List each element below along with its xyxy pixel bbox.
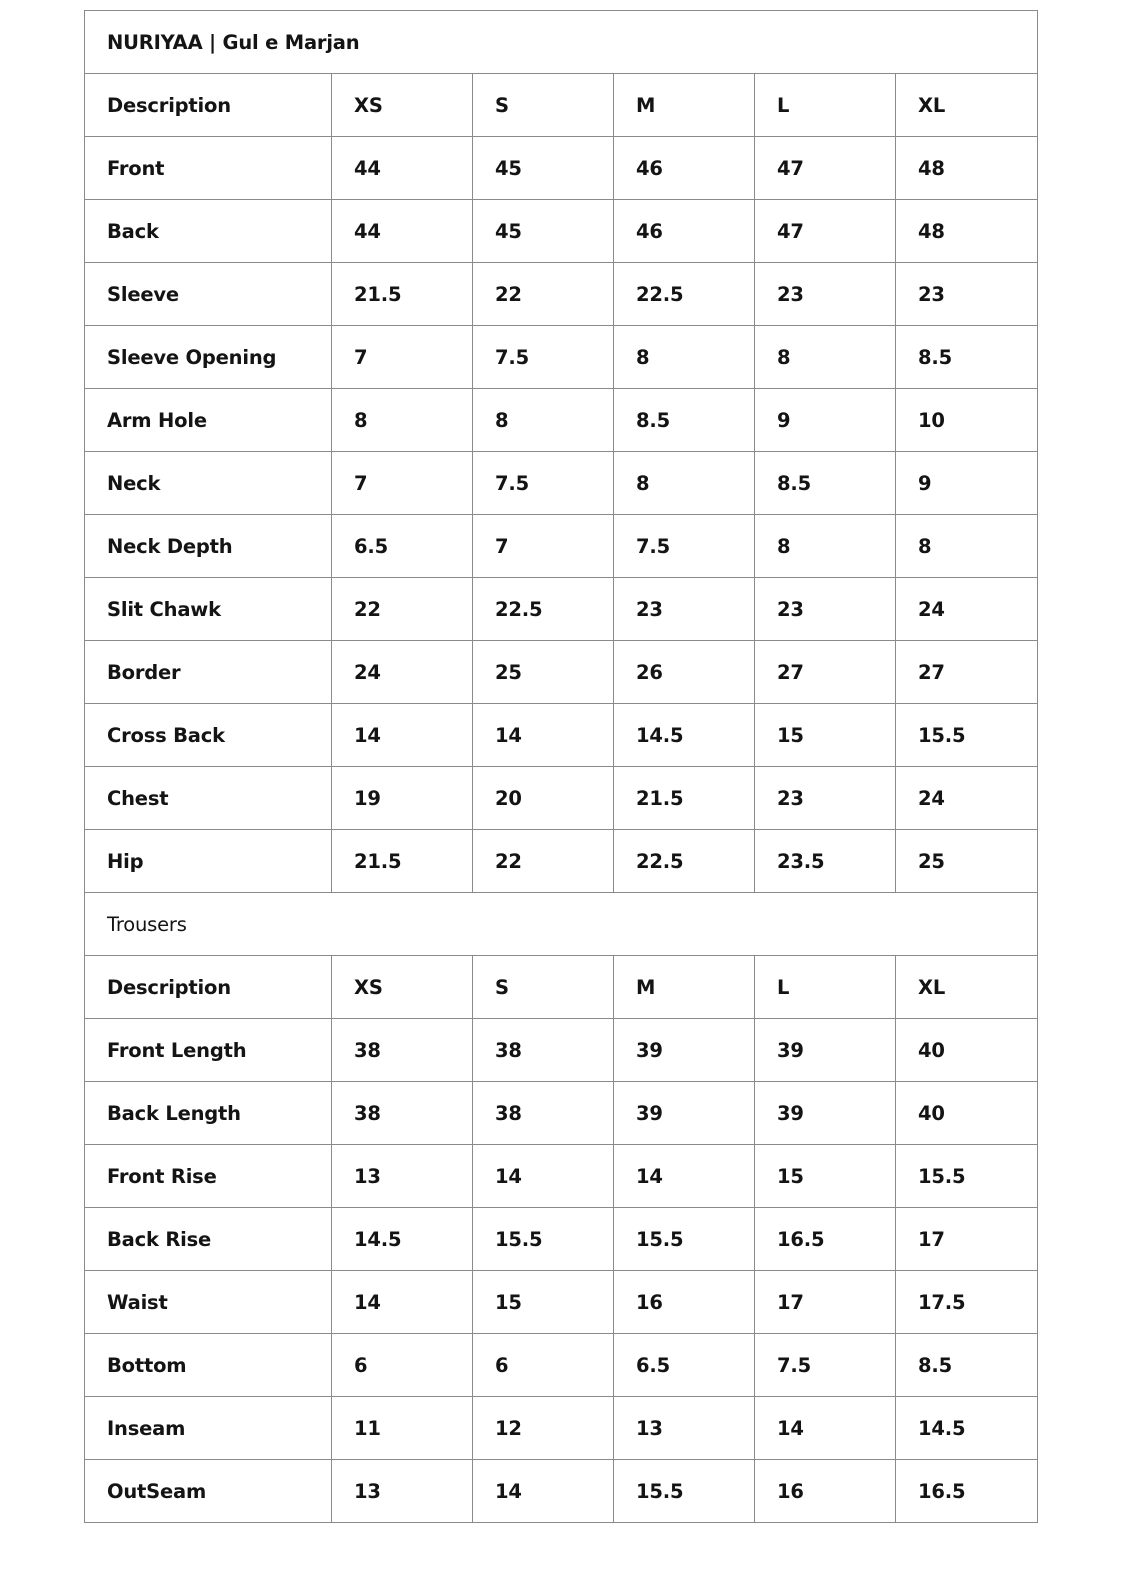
size-value-cell: 8 (755, 326, 896, 389)
size-value-cell: 23.5 (755, 830, 896, 893)
row-label-cell: Sleeve Opening (85, 326, 332, 389)
size-value-cell: 23 (896, 263, 1038, 326)
size-value-cell: 8.5 (614, 389, 755, 452)
size-value-cell: 22 (473, 263, 614, 326)
row-label-cell: Neck (85, 452, 332, 515)
size-value-cell: 14.5 (332, 1208, 473, 1271)
size-value-cell: 38 (473, 1082, 614, 1145)
size-value-cell: 13 (332, 1145, 473, 1208)
size-value-cell: 25 (896, 830, 1038, 893)
row-label-cell: Neck Depth (85, 515, 332, 578)
size-value-cell: S (473, 74, 614, 137)
size-chart-body (85, 11, 1038, 1523)
size-value-cell: 24 (332, 641, 473, 704)
kurta-measurement-row (85, 578, 1038, 641)
row-label-cell: Waist (85, 1271, 332, 1334)
size-value-cell: 8 (896, 515, 1038, 578)
kurta-measurement-row (85, 704, 1038, 767)
size-value-cell: 12 (473, 1397, 614, 1460)
size-value-cell: 38 (332, 1019, 473, 1082)
size-value-cell: 20 (473, 767, 614, 830)
size-value-cell: 39 (614, 1019, 755, 1082)
size-value-cell: 8 (332, 389, 473, 452)
row-label-cell: Back Rise (85, 1208, 332, 1271)
trousers-header-row (85, 956, 1038, 1019)
size-value-cell: 44 (332, 200, 473, 263)
size-value-cell: 22.5 (473, 578, 614, 641)
size-value-cell: M (614, 74, 755, 137)
size-value-cell: 45 (473, 137, 614, 200)
size-value-cell: 17 (896, 1208, 1038, 1271)
size-value-cell: 6 (332, 1334, 473, 1397)
size-value-cell: 39 (614, 1082, 755, 1145)
kurta-measurement-row (85, 452, 1038, 515)
size-value-cell: 15.5 (614, 1208, 755, 1271)
kurta-measurement-row (85, 263, 1038, 326)
size-value-cell: 7 (473, 515, 614, 578)
size-value-cell: 40 (896, 1082, 1038, 1145)
size-value-cell: 22.5 (614, 830, 755, 893)
trousers-measurement-row (85, 1208, 1038, 1271)
trousers-section-row (85, 893, 1038, 956)
size-value-cell: 7.5 (473, 326, 614, 389)
size-value-cell: 48 (896, 137, 1038, 200)
size-value-cell: 9 (755, 389, 896, 452)
size-value-cell: 8 (473, 389, 614, 452)
size-value-cell: 10 (896, 389, 1038, 452)
size-value-cell: 22 (332, 578, 473, 641)
row-label-cell: Front Length (85, 1019, 332, 1082)
trousers-measurement-row (85, 1082, 1038, 1145)
row-label-cell: Bottom (85, 1334, 332, 1397)
size-value-cell: 15 (473, 1271, 614, 1334)
size-value-cell: 6.5 (614, 1334, 755, 1397)
size-value-cell: 21.5 (332, 263, 473, 326)
size-value-cell: 26 (614, 641, 755, 704)
size-value-cell: 14 (473, 1460, 614, 1523)
row-label-cell: Description (85, 956, 332, 1019)
size-value-cell: 14 (614, 1145, 755, 1208)
size-value-cell: 16.5 (896, 1460, 1038, 1523)
kurta-measurement-row (85, 515, 1038, 578)
size-value-cell: 39 (755, 1082, 896, 1145)
row-label-cell: Description (85, 74, 332, 137)
kurta-header-row (85, 74, 1038, 137)
size-value-cell: 23 (755, 767, 896, 830)
size-value-cell: 47 (755, 200, 896, 263)
size-value-cell: 46 (614, 200, 755, 263)
size-value-cell: 38 (332, 1082, 473, 1145)
kurta-measurement-row (85, 326, 1038, 389)
row-label-cell: Front Rise (85, 1145, 332, 1208)
size-value-cell: 14 (755, 1397, 896, 1460)
size-value-cell: 25 (473, 641, 614, 704)
trousers-measurement-row (85, 1460, 1038, 1523)
size-value-cell: 8.5 (896, 326, 1038, 389)
kurta-measurement-row (85, 137, 1038, 200)
row-label-cell: Front (85, 137, 332, 200)
size-value-cell: 16 (755, 1460, 896, 1523)
row-label-cell: Border (85, 641, 332, 704)
size-value-cell: 21.5 (332, 830, 473, 893)
size-value-cell: 6 (473, 1334, 614, 1397)
size-value-cell: 27 (755, 641, 896, 704)
row-label-cell: Back (85, 200, 332, 263)
kurta-measurement-row (85, 767, 1038, 830)
chart-title: NURIYAA | Gul e Marjan (85, 11, 1038, 74)
kurta-measurement-row (85, 641, 1038, 704)
size-value-cell: 8 (614, 326, 755, 389)
size-value-cell: L (755, 74, 896, 137)
row-label-cell: Inseam (85, 1397, 332, 1460)
row-label-cell: Cross Back (85, 704, 332, 767)
row-label-cell: Sleeve (85, 263, 332, 326)
size-value-cell: 13 (332, 1460, 473, 1523)
size-value-cell: 8 (614, 452, 755, 515)
size-value-cell: 15.5 (473, 1208, 614, 1271)
size-value-cell: 15 (755, 1145, 896, 1208)
size-value-cell: 17 (755, 1271, 896, 1334)
size-value-cell: 23 (755, 578, 896, 641)
size-value-cell: 15.5 (614, 1460, 755, 1523)
size-value-cell: 6.5 (332, 515, 473, 578)
size-value-cell: 14.5 (614, 704, 755, 767)
size-value-cell: 14 (473, 1145, 614, 1208)
trousers-measurement-row (85, 1145, 1038, 1208)
row-label-cell: Slit Chawk (85, 578, 332, 641)
size-value-cell: XL (896, 956, 1038, 1019)
size-value-cell: 19 (332, 767, 473, 830)
trousers-measurement-row (85, 1397, 1038, 1460)
size-value-cell: 23 (755, 263, 896, 326)
kurta-measurement-row (85, 830, 1038, 893)
size-value-cell: 14 (332, 1271, 473, 1334)
size-value-cell: 24 (896, 578, 1038, 641)
row-label-cell: OutSeam (85, 1460, 332, 1523)
size-value-cell: 23 (614, 578, 755, 641)
size-value-cell: S (473, 956, 614, 1019)
size-value-cell: XS (332, 74, 473, 137)
size-value-cell: 24 (896, 767, 1038, 830)
trousers-section-title: Trousers (85, 893, 1038, 956)
size-value-cell: 8 (755, 515, 896, 578)
row-label-cell: Arm Hole (85, 389, 332, 452)
size-value-cell: 7.5 (614, 515, 755, 578)
size-value-cell: 15 (755, 704, 896, 767)
size-value-cell: 47 (755, 137, 896, 200)
kurta-measurement-row (85, 389, 1038, 452)
size-value-cell: 16.5 (755, 1208, 896, 1271)
size-value-cell: 14 (332, 704, 473, 767)
size-value-cell: 40 (896, 1019, 1038, 1082)
row-label-cell: Hip (85, 830, 332, 893)
size-value-cell: XL (896, 74, 1038, 137)
size-value-cell: 17.5 (896, 1271, 1038, 1334)
size-value-cell: 7.5 (755, 1334, 896, 1397)
title-row (85, 11, 1038, 74)
size-value-cell: 38 (473, 1019, 614, 1082)
size-value-cell: 15.5 (896, 704, 1038, 767)
size-value-cell: 7 (332, 326, 473, 389)
size-value-cell: 48 (896, 200, 1038, 263)
size-value-cell: L (755, 956, 896, 1019)
size-value-cell: 46 (614, 137, 755, 200)
size-value-cell: 22 (473, 830, 614, 893)
size-value-cell: 45 (473, 200, 614, 263)
size-value-cell: 44 (332, 137, 473, 200)
size-value-cell: 15.5 (896, 1145, 1038, 1208)
size-value-cell: 21.5 (614, 767, 755, 830)
size-value-cell: 16 (614, 1271, 755, 1334)
trousers-measurement-row (85, 1271, 1038, 1334)
size-value-cell: 8.5 (896, 1334, 1038, 1397)
size-value-cell: 8.5 (755, 452, 896, 515)
size-value-cell: 14.5 (896, 1397, 1038, 1460)
size-value-cell: 7.5 (473, 452, 614, 515)
size-value-cell: 9 (896, 452, 1038, 515)
size-value-cell: 39 (755, 1019, 896, 1082)
size-value-cell: XS (332, 956, 473, 1019)
trousers-measurement-row (85, 1019, 1038, 1082)
kurta-measurement-row (85, 200, 1038, 263)
size-value-cell: M (614, 956, 755, 1019)
size-value-cell: 22.5 (614, 263, 755, 326)
size-value-cell: 13 (614, 1397, 755, 1460)
trousers-measurement-row (85, 1334, 1038, 1397)
row-label-cell: Back Length (85, 1082, 332, 1145)
size-chart-table (84, 10, 1038, 1523)
size-value-cell: 27 (896, 641, 1038, 704)
size-value-cell: 14 (473, 704, 614, 767)
size-value-cell: 11 (332, 1397, 473, 1460)
row-label-cell: Chest (85, 767, 332, 830)
size-value-cell: 7 (332, 452, 473, 515)
